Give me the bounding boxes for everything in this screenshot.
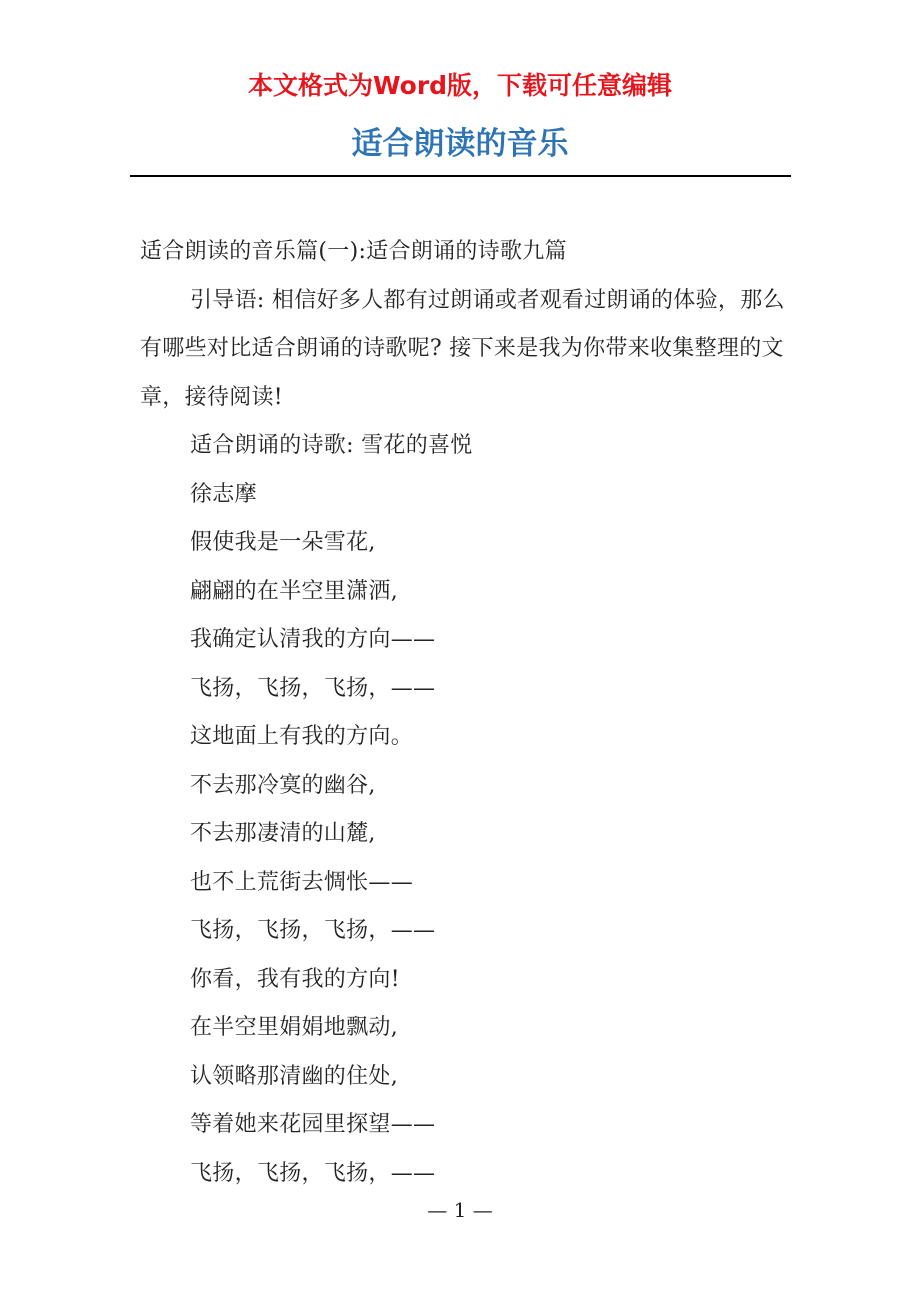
poem-line: 不去那冷寞的幽谷,	[190, 772, 376, 798]
section-heading: 适合朗读的音乐篇(一):适合朗诵的诗歌九篇	[140, 239, 567, 264]
intro-paragraph: 引导语: 相信好多人都有过朗诵或者观看过朗诵的体验，那么有哪些对比适合朗诵的诗歌呢? 接下来是我为你带来收集整理的文章，接待阅读!	[140, 287, 785, 410]
page-number: — 1 —	[427, 1198, 493, 1222]
document-body	[140, 228, 790, 1198]
poem-title: 适合朗诵的诗歌: 雪花的喜悦	[190, 433, 473, 458]
poem-line: 在半空里娟娟地飘动,	[190, 1015, 398, 1040]
format-notice-banner: 本文格式为Word版，下载可任意编辑	[247, 71, 673, 100]
poem-line: 你看，我有我的方向!	[190, 966, 400, 992]
poem-line: 翩翩的在半空里潇洒,	[190, 578, 398, 604]
poem-line: 假使我是一朵雪花,	[190, 530, 376, 555]
poem-line: 飞扬，飞扬，飞扬，——	[190, 1160, 436, 1186]
poem-line: 不去那凄清的山麓,	[190, 821, 376, 846]
poem-line: 认领略那清幽的住处,	[190, 1063, 398, 1089]
poem-line: 这地面上有我的方向。	[190, 724, 414, 749]
poem-line: 也不上荒街去惆怅——	[190, 869, 414, 895]
poem-author: 徐志摩	[190, 481, 257, 507]
poem-line: 飞扬，飞扬，飞扬，——	[190, 675, 436, 701]
poem-line: 我确定认清我的方向——	[190, 627, 436, 652]
document-title: 适合朗读的音乐	[351, 126, 569, 162]
poem-line: 飞扬，飞扬，飞扬，——	[190, 918, 436, 943]
title-divider	[130, 175, 791, 177]
poem-line: 等着她来花园里探望——	[190, 1112, 436, 1137]
